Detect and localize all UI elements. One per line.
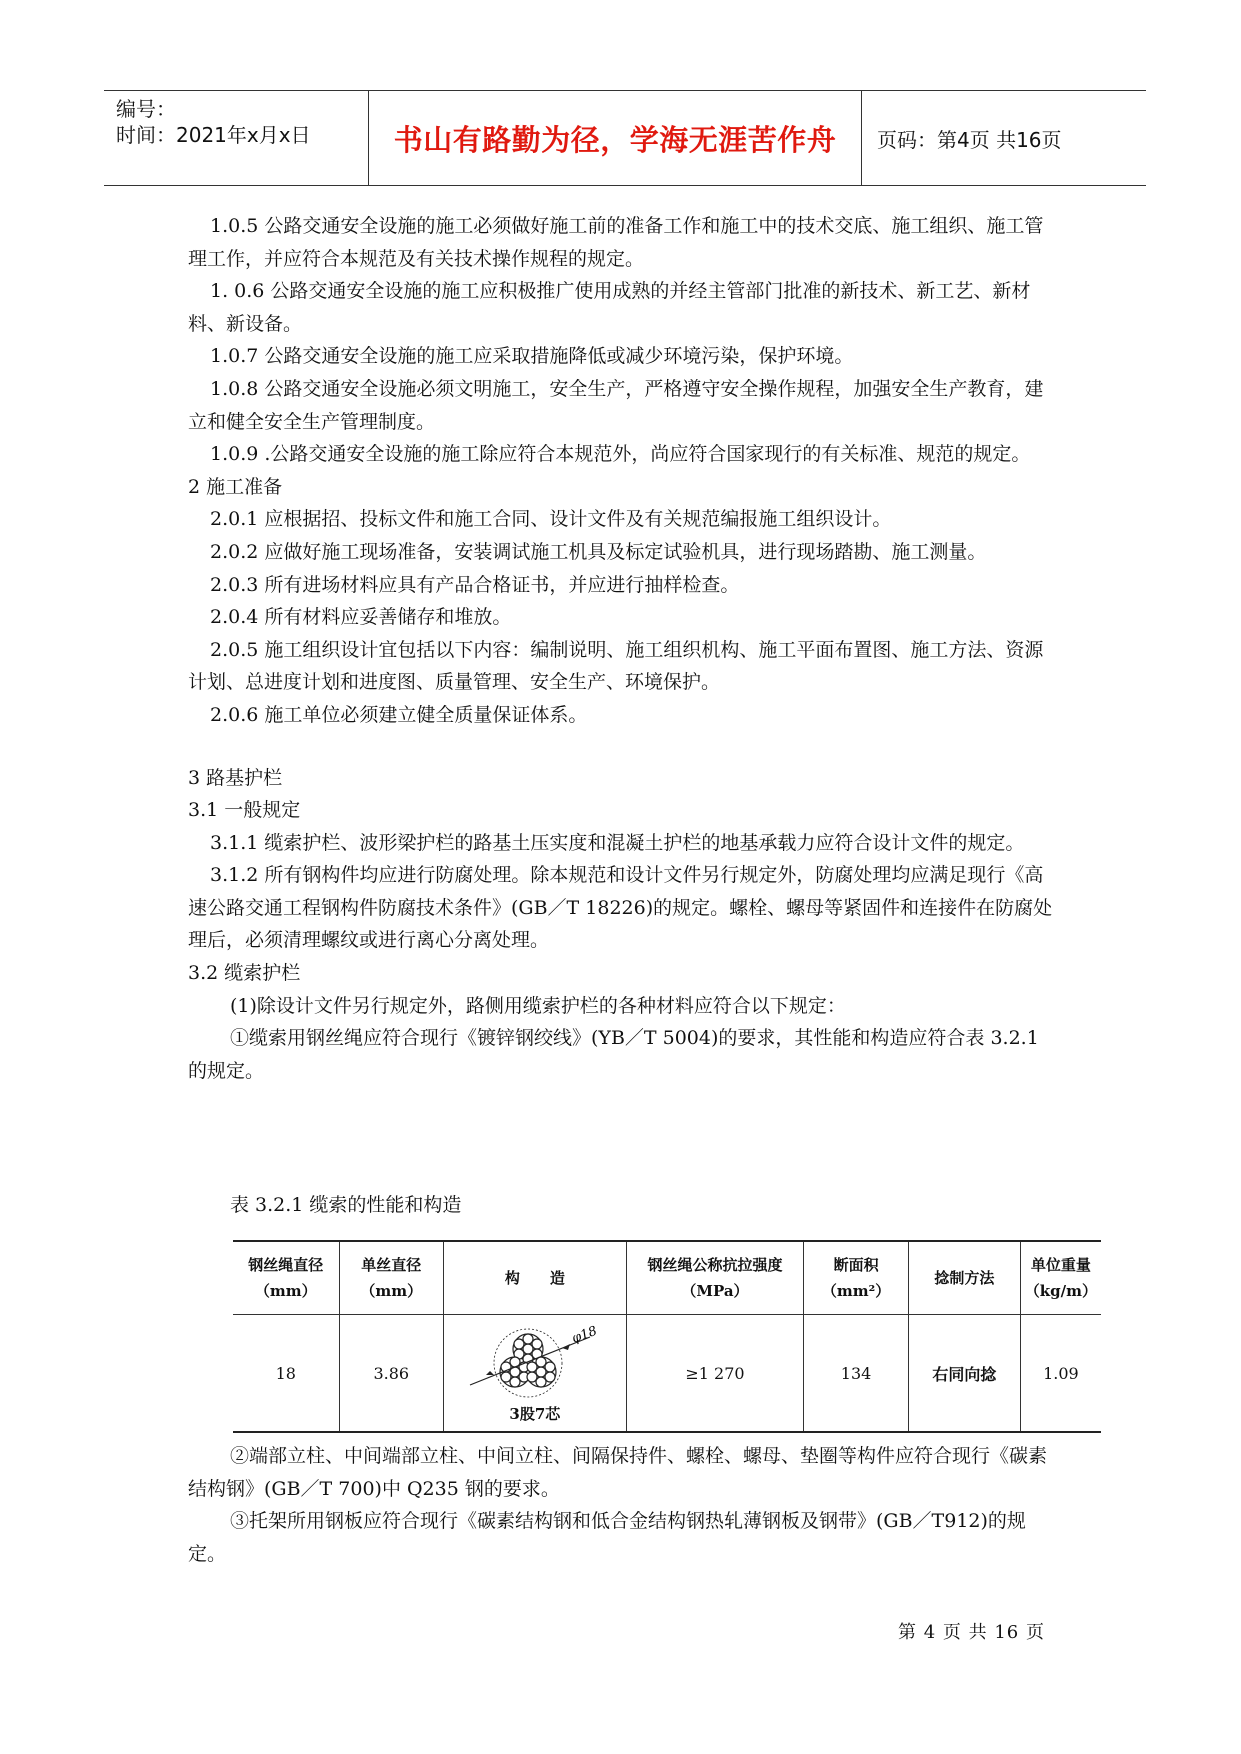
document-body-continued xyxy=(188,1440,1058,1570)
cell-lay-method: 右同向捻 xyxy=(908,1315,1020,1433)
spacer xyxy=(188,732,1058,762)
cable-spec-table xyxy=(233,1240,1101,1433)
clause-2-0-2: 2.0.2 应做好施工现场准备，安装调试施工机具及标定试验机具，进行现场踏勘、施工测量。 xyxy=(210,540,987,563)
clause-1-0-6: 1. 0.6 公路交通安全设施的施工应积极推广使用成熟的并经主管部门批准的新技术、新工艺、新材料、新设备。 xyxy=(188,280,1031,335)
section-heading-3-2: 3.2 缆索护栏 xyxy=(188,962,301,985)
table-row xyxy=(233,1315,1101,1433)
item-1: (1)除设计文件另行规定外，路侧用缆索护栏的各种材料应符合以下规定： xyxy=(230,994,846,1017)
page-header xyxy=(104,90,1146,186)
clause-2-0-3: 2.0.3 所有进场材料应具有产品合格证书，并应进行抽样检查。 xyxy=(210,573,740,596)
page-code: 页码：第4页 共16页 xyxy=(877,127,1062,152)
strand-cross-section-icon xyxy=(460,1323,610,1401)
section-heading-3-1: 3.1 一般规定 xyxy=(188,799,301,822)
diameter-mark: φ18 xyxy=(569,1323,600,1347)
structure-label: 3股7芯 xyxy=(509,1404,561,1423)
clause-3-1-2: 3.1.2 所有钢构件均应进行防腐处理。除本规范和设计文件另行规定外，防腐处理均应满足现行《高速公路交通工程钢构件防腐技术条件》(GB／T 18226)的规定。螺栓、螺母等紧固件和连接件在防腐处理后，必须清理螺纹或进行离心分离处理。 xyxy=(188,864,1053,952)
table-header-row xyxy=(233,1241,1101,1315)
header-motto-cell xyxy=(369,91,862,185)
header-left-cell xyxy=(104,91,369,185)
clause-2-0-6: 2.0.6 施工单位必须建立健全质量保证体系。 xyxy=(210,703,588,726)
cell-rope-diameter: 18 xyxy=(233,1315,339,1433)
clause-1-0-5: 1.0.5 公路交通安全设施的施工必须做好施工前的准备工作和施工中的技术交底、施工组织、施工管理工作，并应符合本规范及有关技术操作规程的规定。 xyxy=(188,215,1044,270)
structure-figure xyxy=(445,1323,625,1424)
section-heading-2: 2 施工准备 xyxy=(188,475,283,498)
col-wire-diameter: 单丝直径 （mm） xyxy=(339,1241,444,1315)
clause-2-0-1: 2.0.1 应根据招、投标文件和施工合同、设计文件及有关规范编报施工组织设计。 xyxy=(210,508,892,531)
section-heading-3: 3 路基护栏 xyxy=(188,766,283,789)
col-tensile-strength: 钢丝绳公称抗拉强度 （MPa） xyxy=(626,1241,804,1315)
col-structure: 构 造 xyxy=(444,1241,627,1315)
clause-3-1-1: 3.1.1 缆索护栏、波形梁护栏的路基土压实度和混凝土护栏的地基承载力应符合设计文件的规定。 xyxy=(210,831,1025,854)
clause-2-0-4: 2.0.4 所有材料应妥善储存和堆放。 xyxy=(210,606,512,629)
item-circle-1: ①缆索用钢丝绳应符合现行《镀锌钢绞线》(YB／T 5004)的要求，其性能和构造应符合表 3.2.1 的规定。 xyxy=(188,1027,1039,1082)
cell-structure xyxy=(444,1315,627,1433)
table-caption: 表 3.2.1 缆索的性能和构造 xyxy=(230,1194,462,1216)
col-unit-weight: 单位重量 （kg/m） xyxy=(1024,1256,1097,1300)
clause-1-0-9: 1.0.9 .公路交通安全设施的施工除应符合本规范外，尚应符合国家现行的有关标准、规范的规定。 xyxy=(210,443,1031,466)
item-circle-2: ②端部立柱、中间端部立柱、中间立柱、间隔保持件、螺栓、螺母、垫圈等构件应符合现行《碳素结构钢》(GB／T 700)中 Q235 钢的要求。 xyxy=(188,1445,1048,1500)
number-label: 编号： xyxy=(116,97,176,121)
header-page-cell xyxy=(863,91,1146,185)
clause-1-0-8: 1.0.8 公路交通安全设施必须文明施工，安全生产，严格遵守安全操作规程，加强安全生产教育，建立和健全安全生产管理制度。 xyxy=(188,377,1044,433)
cell-section-area: 134 xyxy=(804,1315,909,1433)
col-section-area: 断面积 （mm²） xyxy=(804,1241,909,1315)
page-footer: 第 4 页 共 16 页 xyxy=(898,1622,1045,1643)
motto: 书山有路勤为径，学海无涯苦作舟 xyxy=(393,122,837,157)
time-label: 时间：2021年x月x日 xyxy=(116,123,311,147)
col-rope-diameter: 钢丝绳直径 （mm） xyxy=(233,1241,339,1315)
cell-tensile-strength: ≥1 270 xyxy=(626,1315,804,1433)
col-lay-method: 捻制方法 xyxy=(908,1241,1020,1315)
clause-2-0-5: 2.0.5 施工组织设计宜包括以下内容：编制说明、施工组织机构、施工平面布置图、施工方法、资源计划、总进度计划和进度图、质量管理、安全生产、环境保护。 xyxy=(188,638,1044,694)
cell-unit-weight: 1.09 xyxy=(1043,1363,1079,1383)
document-body xyxy=(188,210,1058,1087)
clause-1-0-7: 1.0.7 公路交通安全设施的施工应采取措施降低或减少环境污染，保护环境。 xyxy=(210,345,854,368)
cell-wire-diameter: 3.86 xyxy=(339,1315,444,1433)
item-circle-3: ③托架所用钢板应符合现行《碳素结构钢和低合金结构钢热轧薄钢板及钢带》(GB／T912)的规定。 xyxy=(188,1510,1026,1565)
